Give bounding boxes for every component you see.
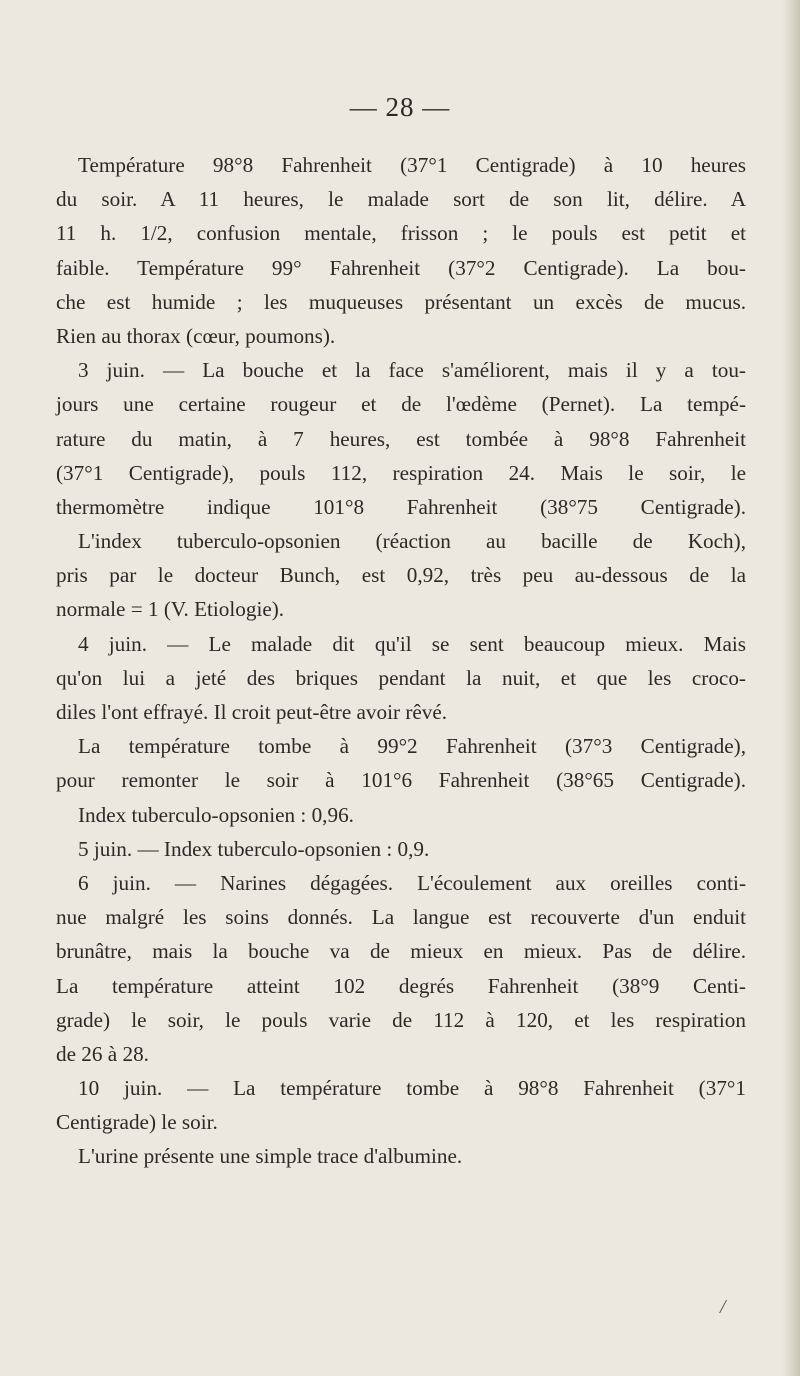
text-line: 4 juin. — Le malade dit qu'il se sent beaucoup mieux. Mais xyxy=(78,631,746,656)
text-line: La température tombe à 99°2 Fahrenheit (37°3 Centigrade), xyxy=(78,734,746,759)
text-line: 10 juin. — La température tombe à 98°8 Fahrenheit (37°1 xyxy=(78,1076,746,1101)
text-line: faible. Température 99° Fahrenheit (37°2 Centigrade). La bou- xyxy=(56,255,746,280)
text-line: rature du matin, à 7 heures, est tombée à 98°8 Fahrenheit xyxy=(56,426,746,451)
stray-ink-mark: / xyxy=(720,1296,726,1318)
text-line: Température 98°8 Fahrenheit (37°1 Centigrade) à 10 heures xyxy=(78,153,746,177)
text-line: 6 juin. — Narines dégagées. L'écoulement aux oreilles conti- xyxy=(78,870,746,895)
text-line: thermomètre indique 101°8 Fahrenheit (38°75 Centigrade). xyxy=(56,494,746,519)
text-line: L'index tuberculo-opsonien (réaction au bacille de Koch), xyxy=(78,529,746,554)
text-line: brunâtre, mais la bouche va de mieux en mieux. Pas de délire. xyxy=(56,939,746,964)
text-line: du soir. A 11 heures, le malade sort de son lit, délire. A xyxy=(56,187,746,212)
text-line: La température atteint 102 degrés Fahrenheit (38°9 Centi- xyxy=(56,973,746,998)
text-line: normale = 1 (V. Etiologie). xyxy=(56,597,285,622)
page-edge-shadow xyxy=(782,0,800,1376)
text-line: pour remonter le soir à 101°6 Fahrenheit (38°65 Centigrade). xyxy=(56,768,746,793)
text-line: 11 h. 1/2, confusion mentale, frisson ; le pouls est petit et xyxy=(56,221,746,246)
text-line: L'urine présente une simple trace d'albumine. xyxy=(78,1144,463,1169)
text-line: jours une certaine rougeur et de l'œdème (Pernet). La tempé- xyxy=(56,392,746,417)
body-text xyxy=(56,148,746,1174)
text-line: Centigrade) le soir. xyxy=(56,1110,218,1135)
text-line: qu'on lui a jeté des briques pendant la nuit, et que les croco- xyxy=(56,665,746,690)
text-line: nue malgré les soins donnés. La langue est recouverte d'un enduit xyxy=(56,905,746,930)
text-line: pris par le docteur Bunch, est 0,92, très peu au-dessous de la xyxy=(56,563,746,588)
text-line: che est humide ; les muqueuses présentant un excès de mucus. xyxy=(56,289,746,314)
text-line: Index tuberculo-opsonien : 0,96. xyxy=(78,802,354,827)
text-line: 5 juin. — Index tuberculo-opsonien : 0,9. xyxy=(78,836,430,861)
text-line: grade) le soir, le pouls varie de 112 à 120, et les respiration xyxy=(56,1007,746,1032)
text-line: de 26 à 28. xyxy=(56,1041,149,1066)
text-line: Rien au thorax (cœur, poumons). xyxy=(56,323,336,348)
page-number: — 28 — xyxy=(349,92,451,122)
text-line: (37°1 Centigrade), pouls 112, respiration 24. Mais le soir, le xyxy=(56,460,746,485)
text-line: 3 juin. — La bouche et la face s'améliorent, mais il y a tou- xyxy=(78,358,746,383)
text-line: diles l'ont effrayé. Il croit peut-être avoir rêvé. xyxy=(56,700,448,724)
